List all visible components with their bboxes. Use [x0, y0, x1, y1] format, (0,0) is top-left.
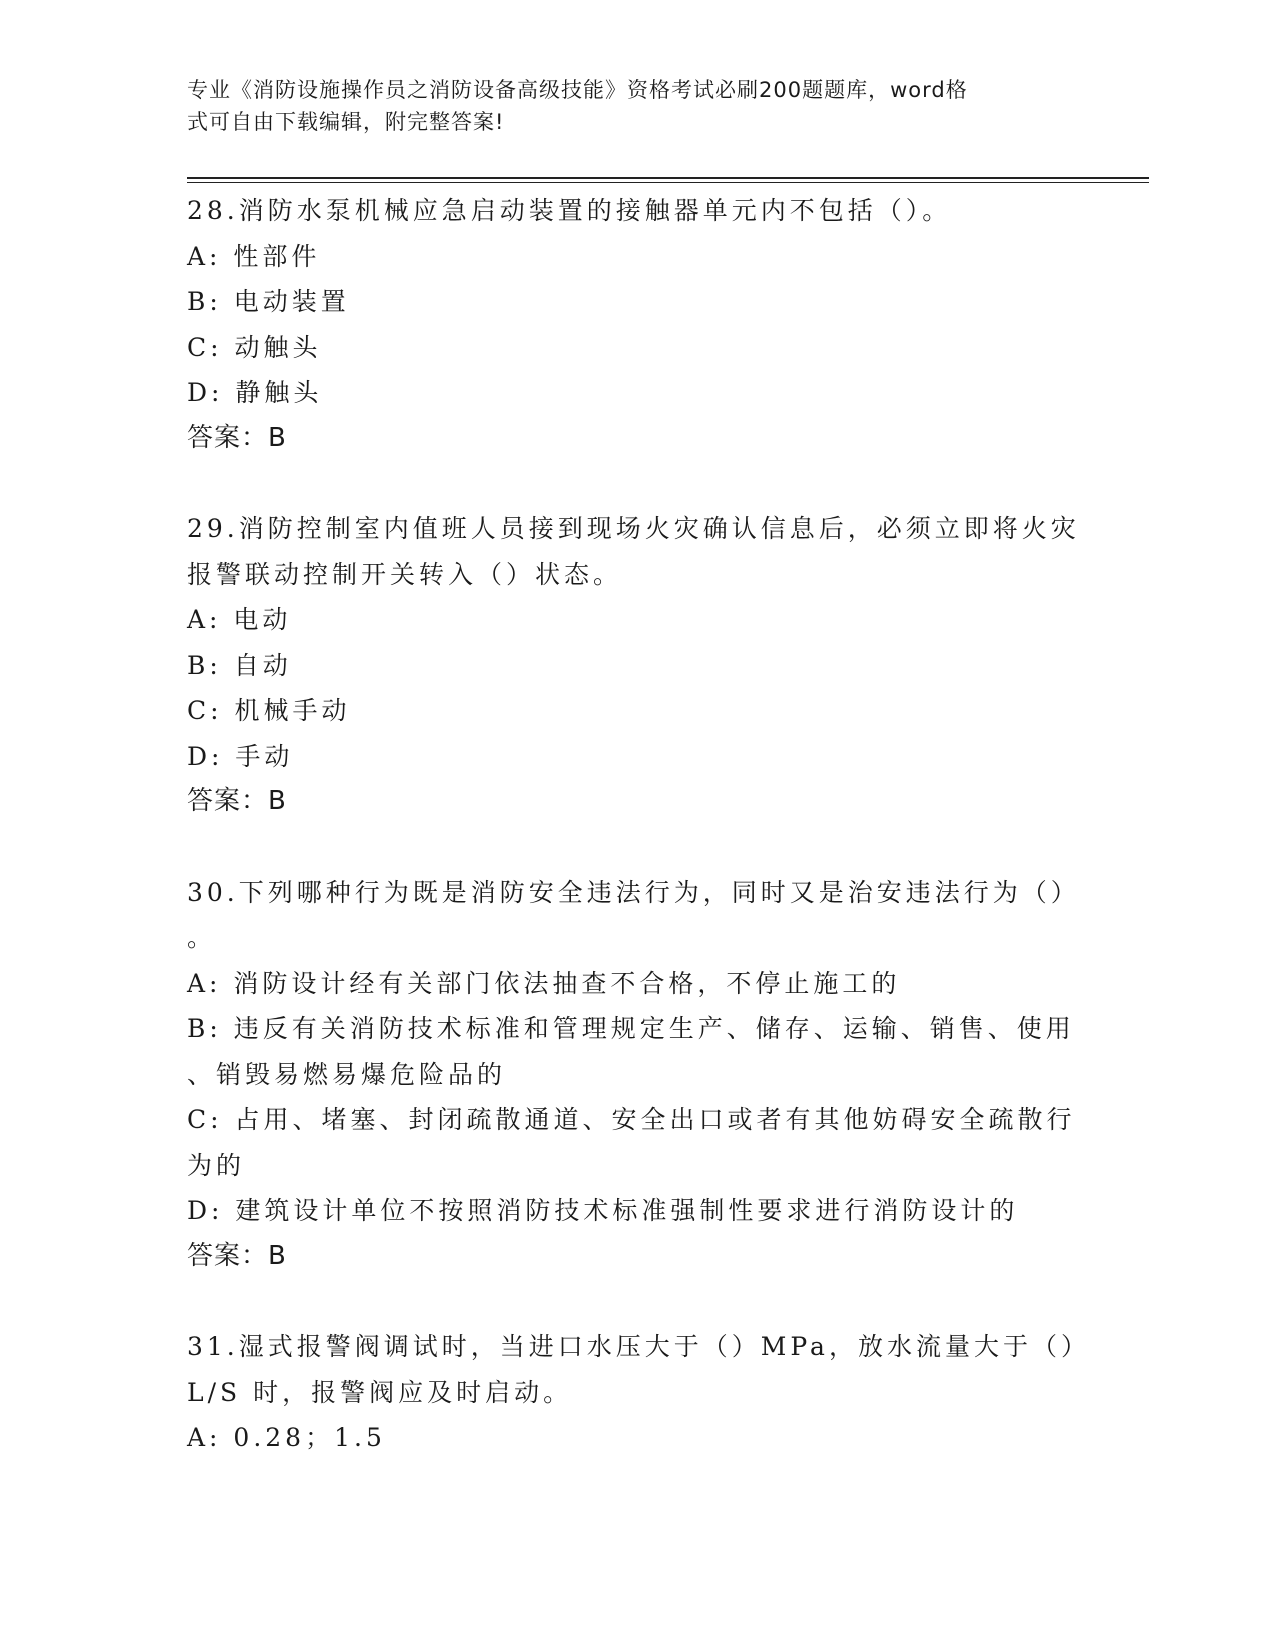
header-divider-thick: [187, 177, 1149, 179]
option-line: C: 占用、堵塞、封闭疏散通道、安全出口或者有其他妨碍安全疏散行: [187, 1105, 1076, 1134]
question-stem-line: 30.下列哪种行为既是消防安全违法行为，同时又是治安违法行为（）: [187, 877, 1080, 907]
option-line: A: 0.28；1.5: [187, 1423, 386, 1452]
option-line: B: 电动装置: [187, 287, 350, 316]
question-stem-line: 报警联动控制开关转入（）状态。: [187, 559, 623, 589]
option-line: B: 自动: [187, 650, 292, 680]
question-stem-line: 31.湿式报警阀调试时，当进口水压大于（）MPa，放水流量大于（）: [187, 1332, 1090, 1361]
document-header: [187, 74, 1087, 138]
header-line-2: 式可自由下载编辑，附完整答案!: [187, 110, 505, 134]
option-line: C: 动触头: [187, 332, 322, 362]
option-line: D: 建筑设计单位不按照消防技术标准强制性要求进行消防设计的: [187, 1196, 1019, 1225]
option-line: A: 电动: [187, 605, 292, 634]
question-block: [187, 506, 1087, 825]
header-line-1: 专业《消防设施操作员之消防设备高级技能》资格考试必刷200题题库，word格: [187, 78, 968, 102]
question-block: [187, 188, 1087, 461]
question-stem-line: 29.消防控制室内值班人员接到现场火灾确认信息后，必须立即将火灾: [187, 514, 1080, 543]
option-line: D: 静触头: [187, 378, 323, 407]
option-line: B: 违反有关消防技术标准和管理规定生产、储存、运输、销售、使用: [187, 1014, 1075, 1043]
question-stem-line: 28.消防水泵机械应急启动装置的接触器单元内不包括（）。: [187, 196, 952, 225]
option-line: A: 消防设计经有关部门依法抽查不合格，不停止施工的: [187, 968, 901, 998]
option-line: 为的: [187, 1150, 246, 1180]
option-line: A: 性部件: [187, 241, 321, 271]
answer-line: 答案：B: [187, 1240, 287, 1271]
question-list: [187, 188, 1090, 1506]
option-line: D: 手动: [187, 741, 294, 771]
question-block: [187, 1324, 1090, 1461]
question-stem-line: L/S 时，报警阀应及时启动。: [187, 1377, 573, 1407]
answer-line: 答案：B: [187, 786, 287, 816]
answer-line: 答案：B: [187, 422, 287, 453]
question-stem-line: 。: [187, 923, 217, 952]
option-line: C: 机械手动: [187, 696, 351, 725]
header-divider-thin: [187, 182, 1149, 183]
question-block: [187, 870, 1087, 1280]
option-line: 、销毁易燃易爆危险品的: [187, 1059, 507, 1089]
